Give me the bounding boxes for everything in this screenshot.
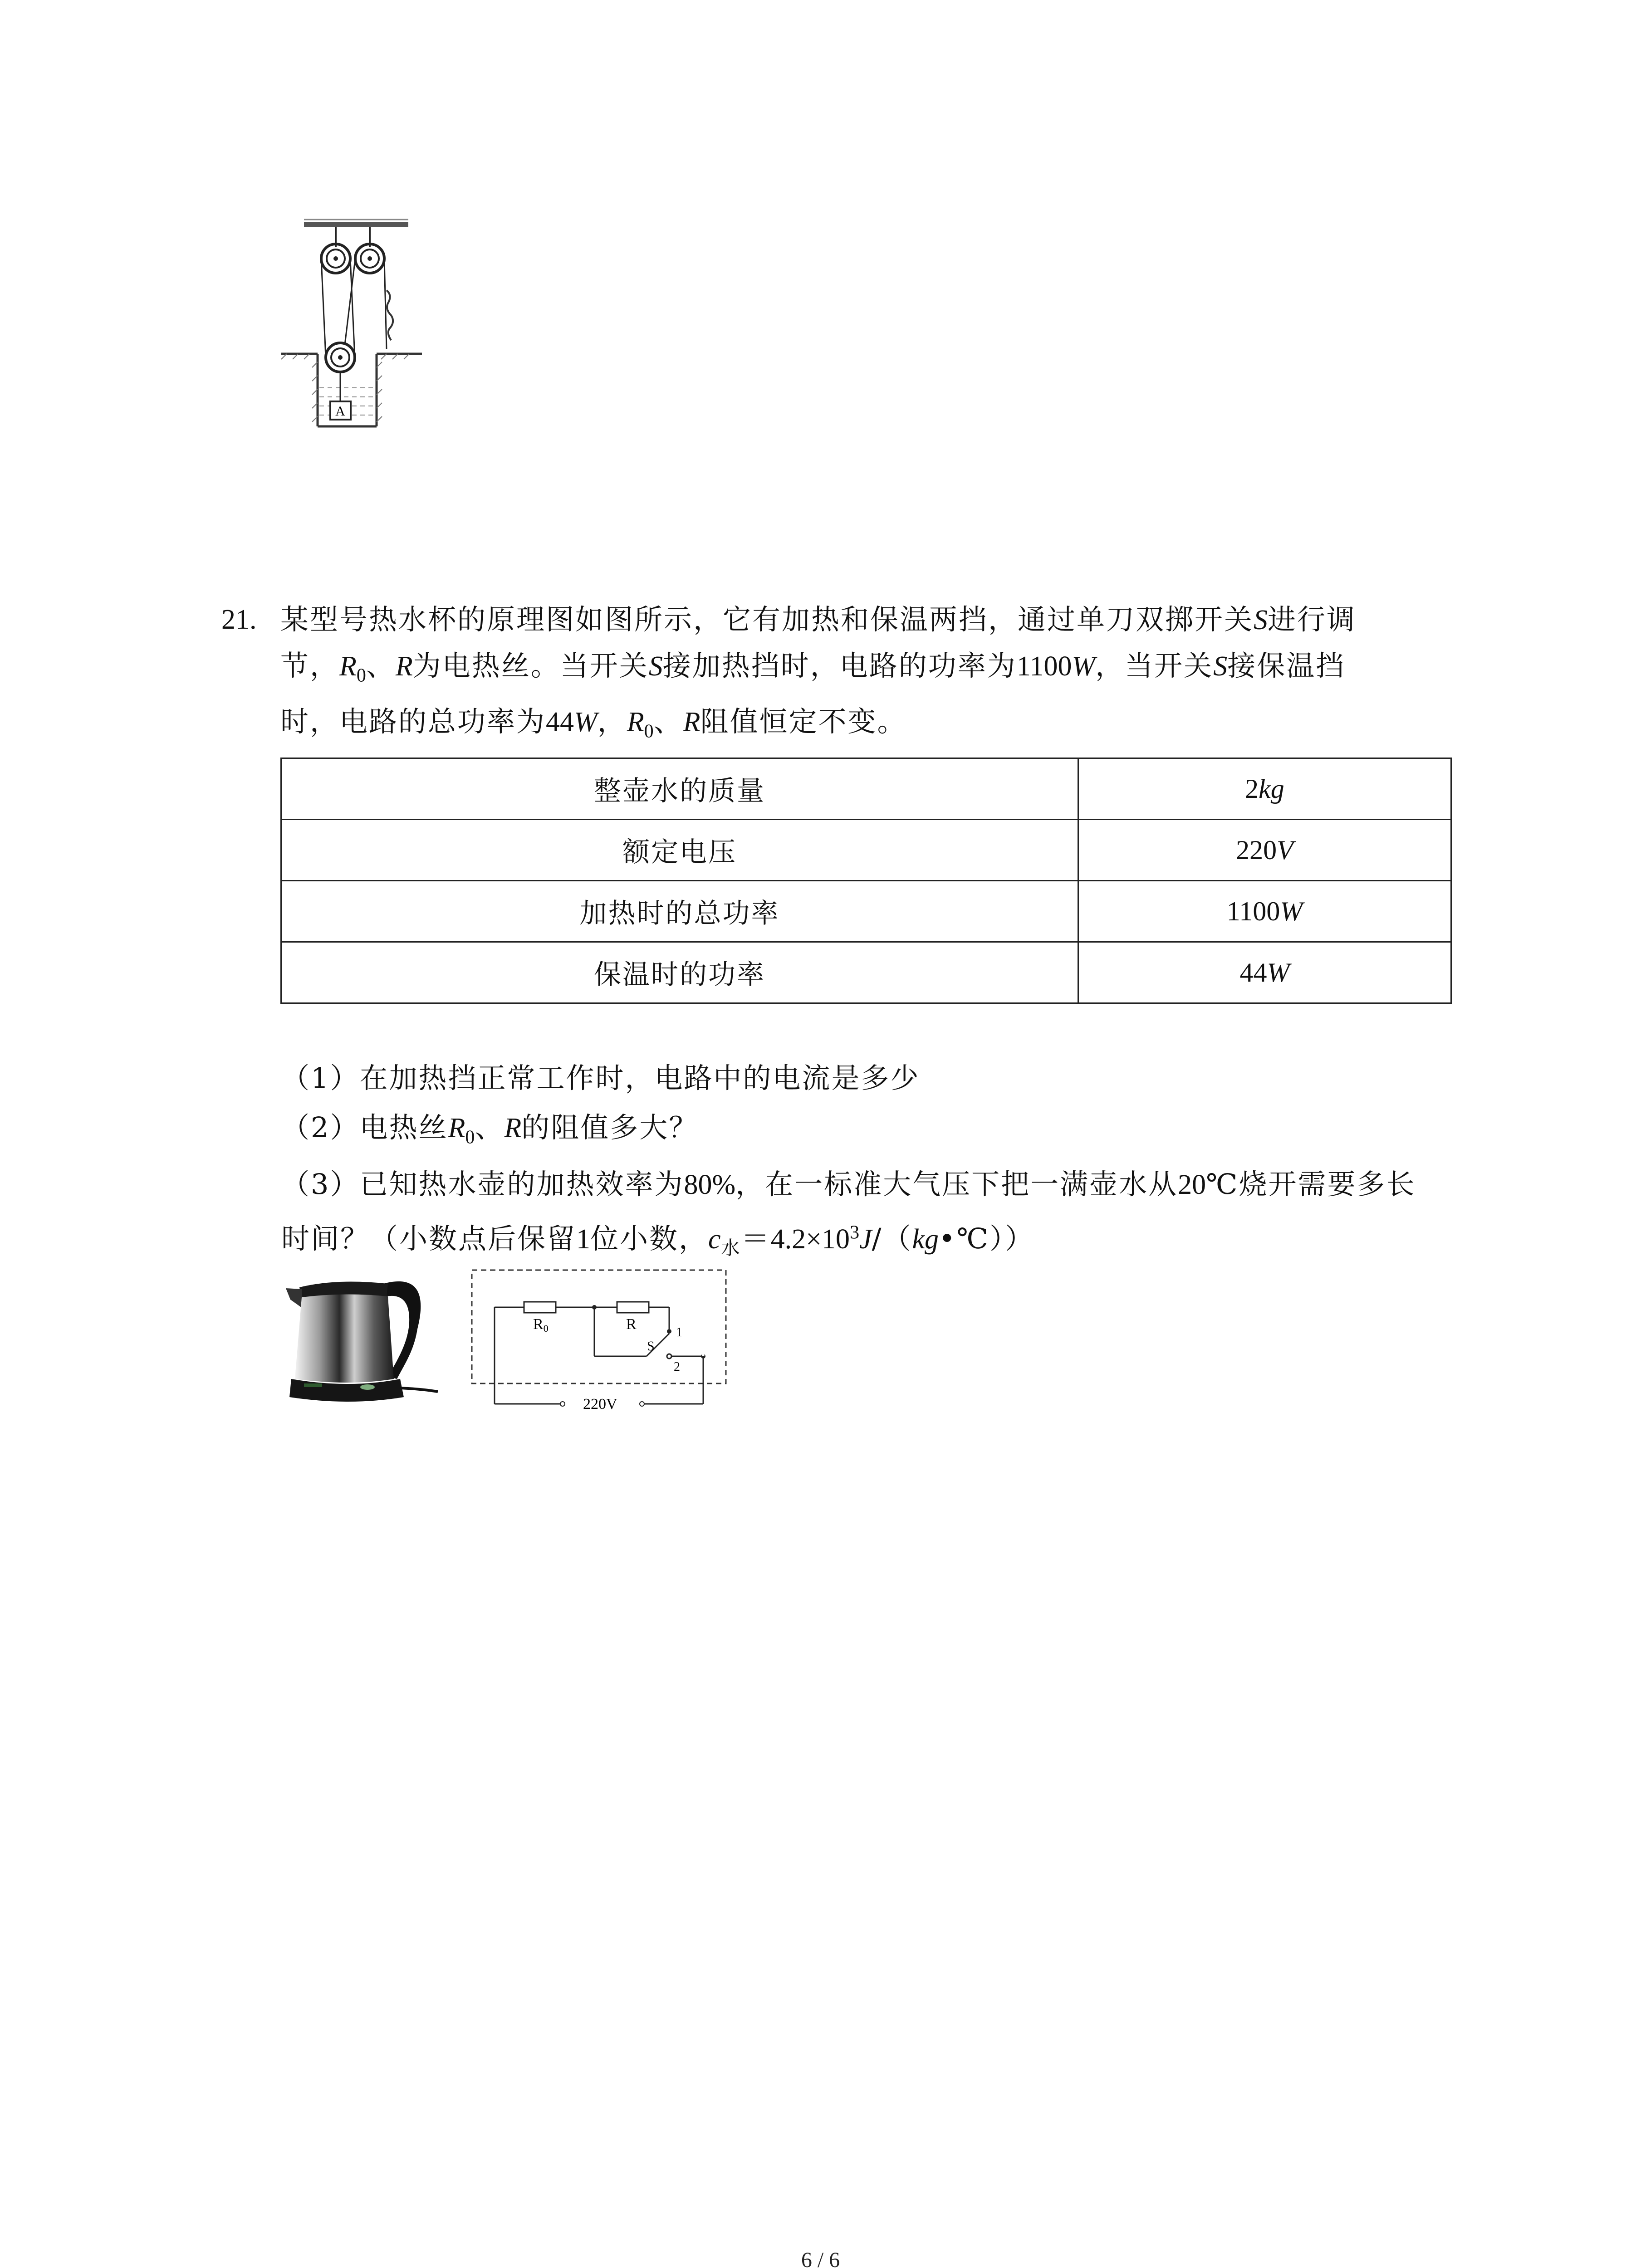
r0-label: R0 xyxy=(533,1316,549,1334)
table-row xyxy=(281,758,1451,820)
switch-label: S xyxy=(647,1339,655,1354)
sub-question-2: （2）电热丝$R_0$、R的阻值多大？ xyxy=(281,1111,699,1148)
voltage-label: 220V xyxy=(583,1396,617,1413)
table-cell-value: 1100W xyxy=(1078,881,1451,942)
question-line-2: 节，$R_0$、R为电热丝。当开关S接加热挡时，电路的功率为1100W，当开关S接保温挡 xyxy=(280,649,1346,686)
question-line-3: 时，电路的总功率为44W，$R_0$、R阻值恒定不变。 xyxy=(280,705,907,742)
table-cell-value: 220V xyxy=(1078,820,1451,881)
question-number: 21. xyxy=(221,604,257,635)
table-cell-value: 44W xyxy=(1078,942,1451,1003)
page-number: 6 / 6 xyxy=(801,2248,840,2268)
contact-2-label: 2 xyxy=(674,1360,680,1374)
table-cell-label: 额定电压 xyxy=(281,820,1078,881)
table-cell-label: 加热时的总功率 xyxy=(281,881,1078,942)
sub-question-3-line-2: 时间？（小数点后保留1位小数，$c_水=4.2\times 10^3J/(kg•℃)$） xyxy=(281,1222,1034,1259)
table-row xyxy=(281,942,1451,1003)
table-cell-label: 整壶水的质量 xyxy=(281,758,1078,820)
circuit-diagram xyxy=(467,1266,740,1420)
resistor-r xyxy=(617,1302,649,1313)
spec-table xyxy=(280,758,1452,1004)
table-row xyxy=(281,881,1451,942)
r-label: R xyxy=(626,1316,637,1333)
contact-1-label: 1 xyxy=(676,1325,682,1339)
table-row xyxy=(281,820,1451,881)
table-cell-label: 保温时的功率 xyxy=(281,942,1078,1003)
question-line-1: 某型号热水杯的原理图如图所示，它有加热和保温两挡，通过单刀双掷开关S进行调 xyxy=(280,603,1357,636)
sub-question-1: （1）在加热挡正常工作时，电路中的电流是多少 xyxy=(281,1061,920,1095)
sub-question-3-line-1: （3）已知热水壶的加热效率为80%，在一标准大气压下把一满壶水从20℃烧开需要多长 xyxy=(281,1168,1416,1201)
pulley-figure xyxy=(272,213,463,440)
block-a-label: A xyxy=(335,404,345,419)
kettle-image xyxy=(281,1266,445,1415)
resistor-r0 xyxy=(524,1302,556,1313)
table-cell-value: 2kg xyxy=(1078,758,1451,820)
